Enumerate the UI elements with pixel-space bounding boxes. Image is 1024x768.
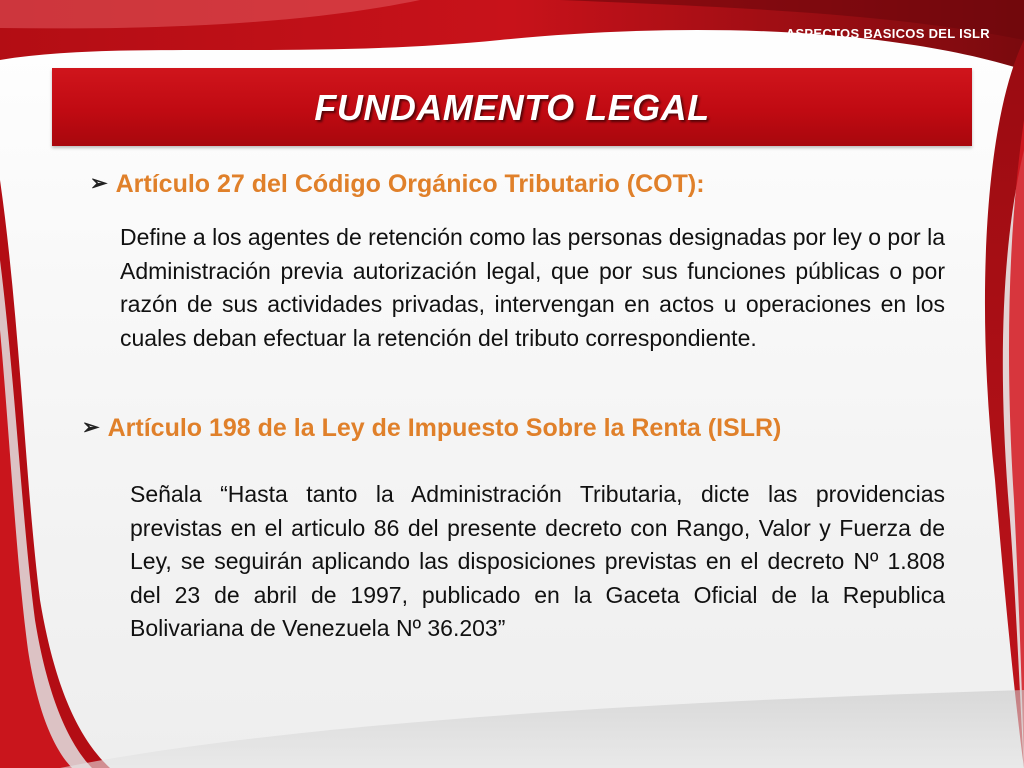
arrow-bullet-icon: ➢ xyxy=(82,416,100,439)
section-label: ASPECTOS BASICOS DEL ISLR xyxy=(785,26,990,41)
arrow-bullet-icon: ➢ xyxy=(90,172,108,195)
article-198-heading-text: Artículo 198 de la Ley de Impuesto Sobre la Renta (ISLR) xyxy=(107,414,782,442)
article-198-heading xyxy=(82,414,781,443)
title-banner xyxy=(52,68,972,146)
article-198-body: Señala “Hasta tanto la Administración Tributaria, dicte las providencias previstas en el articulo 86 del presente decreto con Rango, Valor y Fuerza de Ley, se seguirán aplicando las disposiciones previstas en el decreto Nº 1.808 del 23 de abril de 1997, publicado en la Gaceta Oficial de la Republica Bolivariana de Venezuela Nº 36.203” xyxy=(130,481,945,642)
article-27-heading-text: Artículo 27 del Código Orgánico Tributario (COT): xyxy=(115,170,705,198)
slide-title: FUNDAMENTO LEGAL xyxy=(314,87,710,128)
article-27-heading xyxy=(90,170,705,199)
article-27-body: Define a los agentes de retención como las personas designadas por ley o por la Administración previa autorización legal, que por sus funciones públicas o por razón de sus actividades privadas, intervengan en actos u operaciones en los cuales deban efectuar la retención del tributo correspondiente. xyxy=(120,224,945,351)
